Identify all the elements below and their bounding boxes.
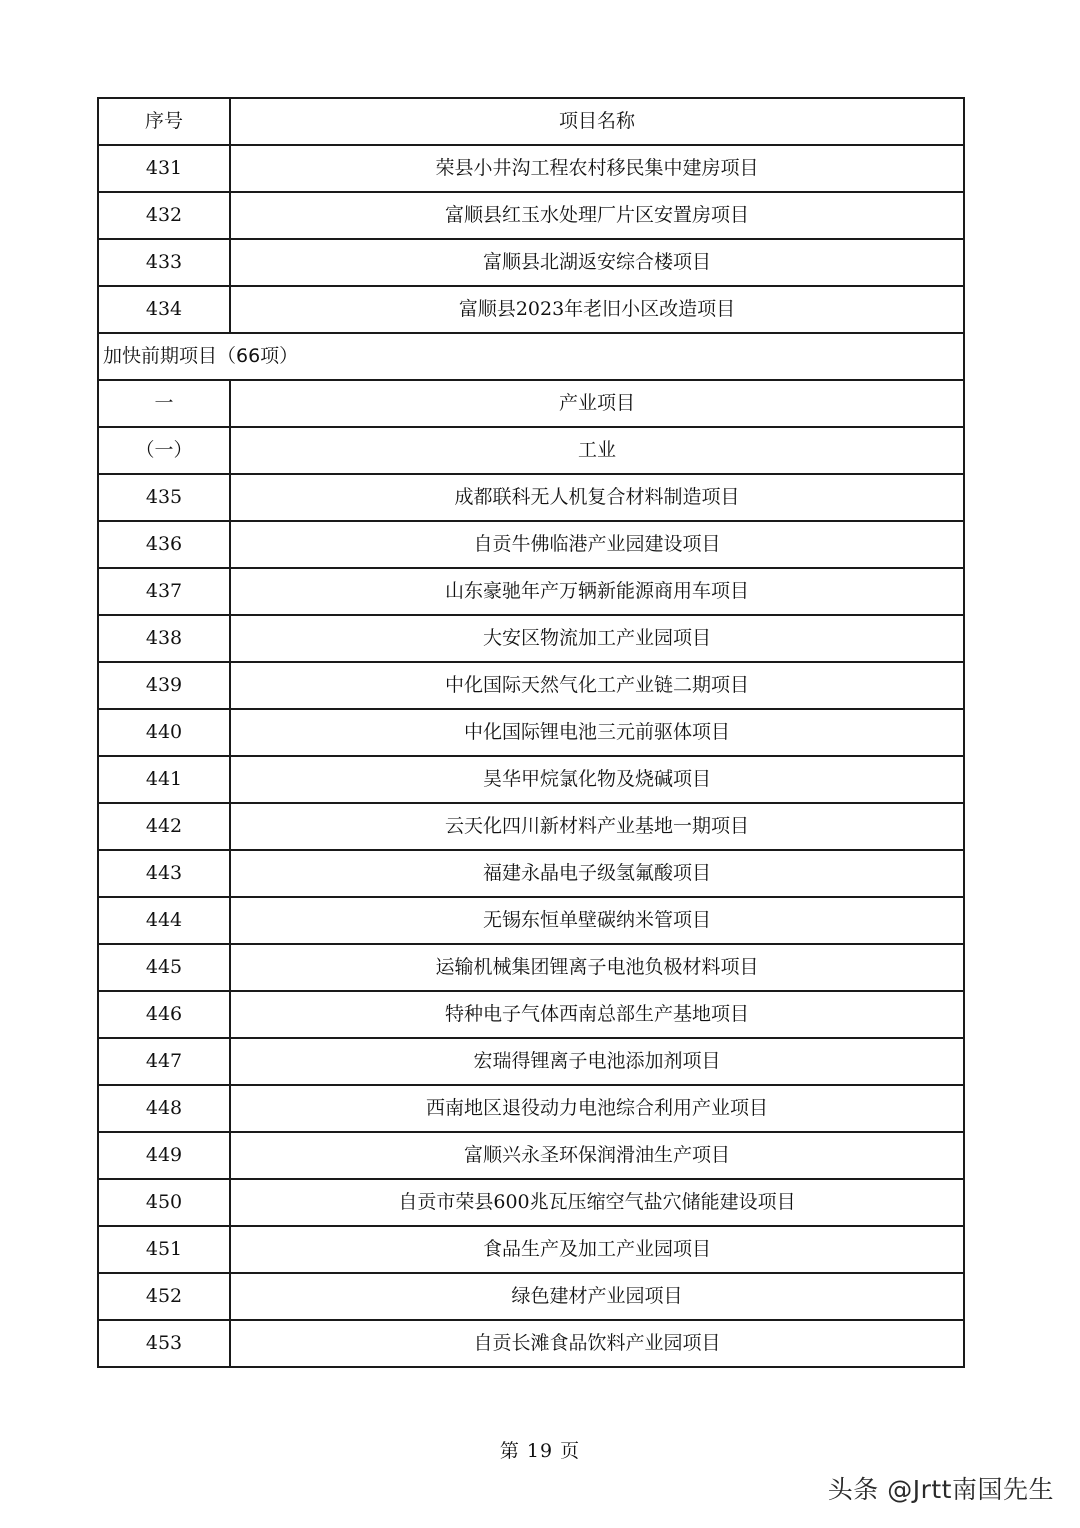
table-row xyxy=(98,521,964,568)
row-number: 447 xyxy=(98,1038,230,1085)
table-row xyxy=(98,1132,964,1179)
table-row xyxy=(98,944,964,991)
row-number: 452 xyxy=(98,1273,230,1320)
table-row xyxy=(98,1038,964,1085)
table-row xyxy=(98,286,964,333)
table-row xyxy=(98,1085,964,1132)
table-row xyxy=(98,1179,964,1226)
table-header-row xyxy=(98,98,964,145)
table-row xyxy=(98,192,964,239)
row-number: 451 xyxy=(98,1226,230,1273)
row-project-name: 无锡东恒单壁碳纳米管项目 xyxy=(230,897,964,944)
row-number: 431 xyxy=(98,145,230,192)
table-row xyxy=(98,239,964,286)
table-row xyxy=(98,145,964,192)
row-number: 442 xyxy=(98,803,230,850)
row-number: 440 xyxy=(98,709,230,756)
row-project-name: 成都联科无人机复合材料制造项目 xyxy=(230,474,964,521)
row-project-name: 自贡牛佛临港产业园建设项目 xyxy=(230,521,964,568)
row-number: 449 xyxy=(98,1132,230,1179)
row-number: 441 xyxy=(98,756,230,803)
table-row xyxy=(98,991,964,1038)
row-project-name: 云天化四川新材料产业基地一期项目 xyxy=(230,803,964,850)
table-row xyxy=(98,662,964,709)
row-number: 432 xyxy=(98,192,230,239)
section-title-row xyxy=(98,333,964,380)
row-project-name: 富顺县北湖返安综合楼项目 xyxy=(230,239,964,286)
table-row xyxy=(98,568,964,615)
row-number: 438 xyxy=(98,615,230,662)
table-row xyxy=(98,850,964,897)
row-number: 446 xyxy=(98,991,230,1038)
row-project-name: 富顺县2023年老旧小区改造项目 xyxy=(230,286,964,333)
row-project-name: 大安区物流加工产业园项目 xyxy=(230,615,964,662)
row-project-name: 自贡长滩食品饮料产业园项目 xyxy=(230,1320,964,1367)
row-project-name: 自贡市荣县600兆瓦压缩空气盐穴储能建设项目 xyxy=(230,1179,964,1226)
row-project-name: 特种电子气体西南总部生产基地项目 xyxy=(230,991,964,1038)
table-row xyxy=(98,1226,964,1273)
table-row xyxy=(98,1273,964,1320)
row-number: 435 xyxy=(98,474,230,521)
row-project-name: 中化国际锂电池三元前驱体项目 xyxy=(230,709,964,756)
row-project-name: 宏瑞得锂离子电池添加剂项目 xyxy=(230,1038,964,1085)
row-project-name: 福建永晶电子级氢氟酸项目 xyxy=(230,850,964,897)
row-project-name: 荣县小井沟工程农村移民集中建房项目 xyxy=(230,145,964,192)
section-title: 加快前期项目（66项） xyxy=(98,333,964,380)
subcategory-name: 工业 xyxy=(230,427,964,474)
subcategory-row xyxy=(98,427,964,474)
table-row xyxy=(98,756,964,803)
row-number: 436 xyxy=(98,521,230,568)
row-project-name: 中化国际天然气化工产业链二期项目 xyxy=(230,662,964,709)
row-number: 437 xyxy=(98,568,230,615)
row-number: 448 xyxy=(98,1085,230,1132)
row-project-name: 富顺县红玉水处理厂片区安置房项目 xyxy=(230,192,964,239)
subcategory-number: （一） xyxy=(98,427,230,474)
row-number: 445 xyxy=(98,944,230,991)
category-name: 产业项目 xyxy=(230,380,964,427)
row-project-name: 绿色建材产业园项目 xyxy=(230,1273,964,1320)
row-number: 444 xyxy=(98,897,230,944)
row-project-name: 食品生产及加工产业园项目 xyxy=(230,1226,964,1273)
table-row xyxy=(98,897,964,944)
row-number: 439 xyxy=(98,662,230,709)
category-number: 一 xyxy=(98,380,230,427)
table-row xyxy=(98,615,964,662)
row-project-name: 西南地区退役动力电池综合利用产业项目 xyxy=(230,1085,964,1132)
row-number: 453 xyxy=(98,1320,230,1367)
table-row xyxy=(98,1320,964,1367)
row-project-name: 山东豪驰年产万辆新能源商用车项目 xyxy=(230,568,964,615)
row-project-name: 富顺兴永圣环保润滑油生产项目 xyxy=(230,1132,964,1179)
row-project-name: 昊华甲烷氯化物及烧碱项目 xyxy=(230,756,964,803)
header-project-name: 项目名称 xyxy=(230,98,964,145)
watermark: 头条 @Jrtt南国先生 xyxy=(827,1475,1054,1504)
header-serial-number: 序号 xyxy=(98,98,230,145)
table-row xyxy=(98,803,964,850)
row-project-name: 运输机械集团锂离子电池负极材料项目 xyxy=(230,944,964,991)
table-row xyxy=(98,709,964,756)
row-number: 433 xyxy=(98,239,230,286)
row-number: 434 xyxy=(98,286,230,333)
row-number: 450 xyxy=(98,1179,230,1226)
page-number: 第 19 页 xyxy=(499,1440,581,1462)
project-table xyxy=(97,97,965,1368)
table-row xyxy=(98,474,964,521)
row-number: 443 xyxy=(98,850,230,897)
category-row xyxy=(98,380,964,427)
